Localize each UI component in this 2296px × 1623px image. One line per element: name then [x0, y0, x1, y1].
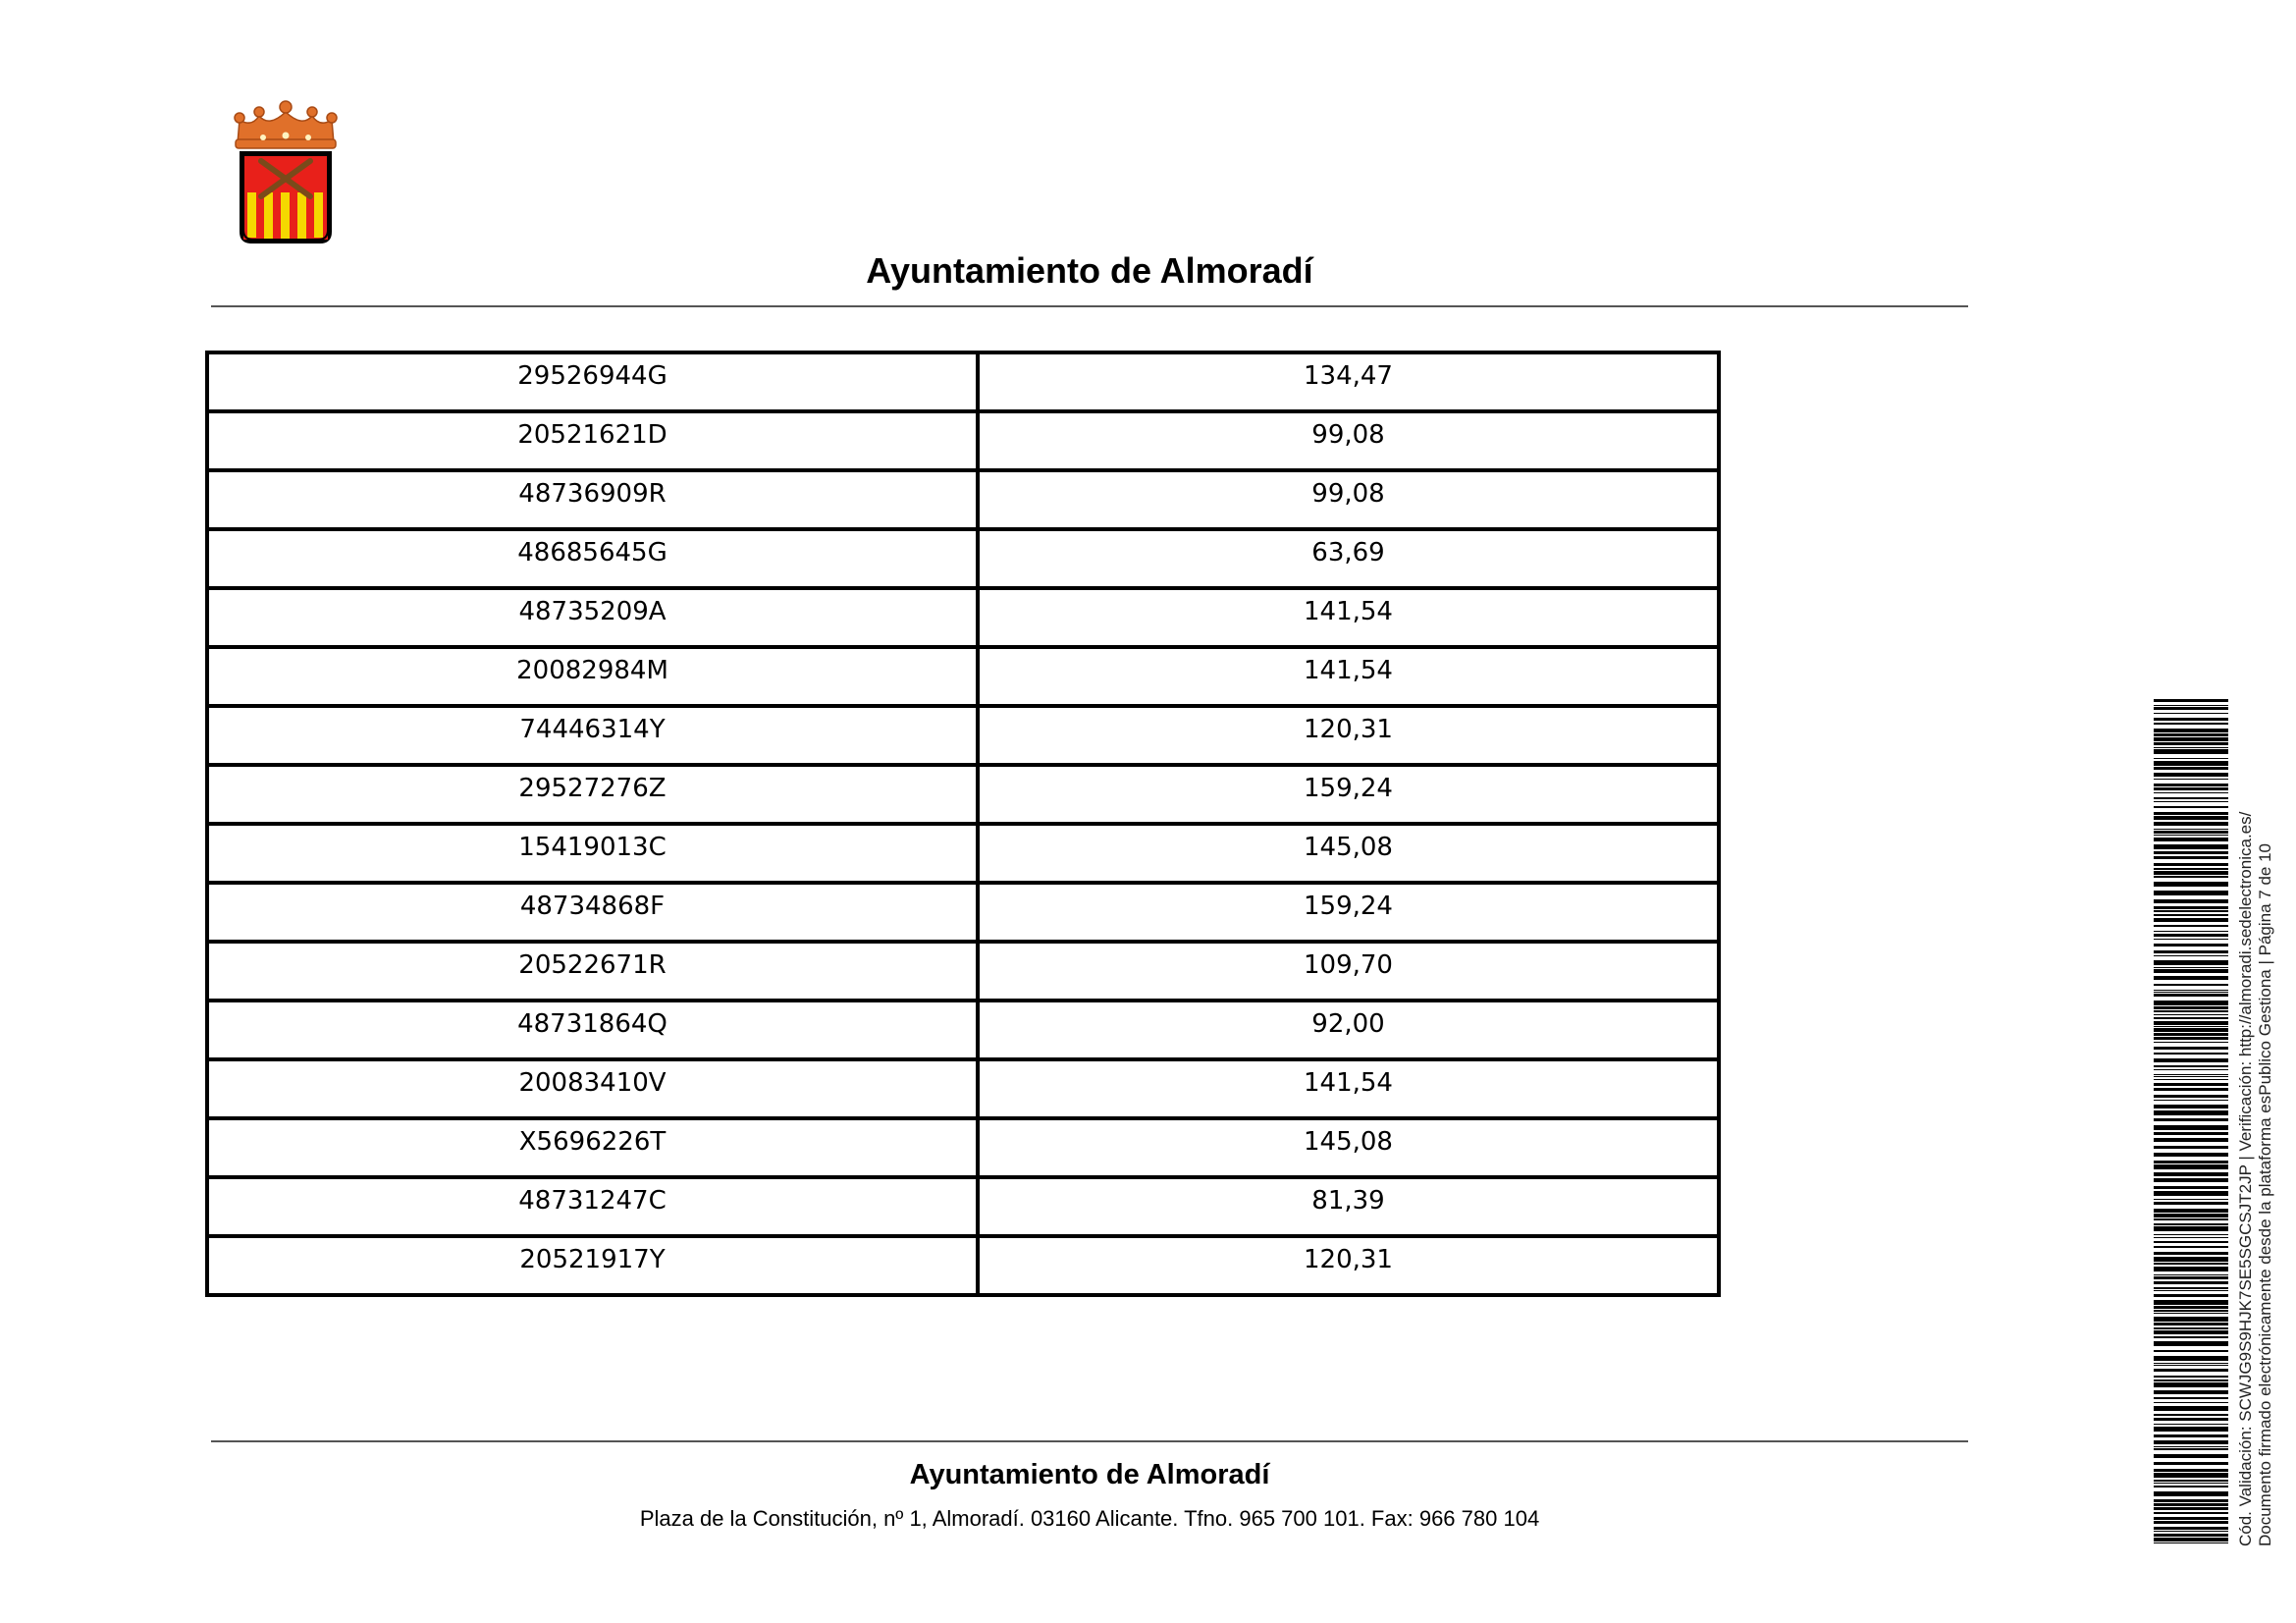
table-row — [207, 647, 1719, 706]
id-cell: 20082984M — [207, 647, 978, 706]
amount-cell: 120,31 — [978, 1236, 1719, 1295]
amount-cell: 134,47 — [978, 352, 1719, 411]
table-row — [207, 942, 1719, 1001]
municipal-crest-logo — [232, 98, 340, 247]
amount-cell: 120,31 — [978, 706, 1719, 765]
amount-cell: 99,08 — [978, 411, 1719, 470]
table-row — [207, 470, 1719, 529]
table-row — [207, 411, 1719, 470]
table-row — [207, 588, 1719, 647]
table-row — [207, 529, 1719, 588]
footer-title: Ayuntamiento de Almoradí — [909, 1459, 1270, 1490]
validation-barcode-icon — [2154, 699, 2228, 1543]
id-cell: 48735209A — [207, 588, 978, 647]
id-cell: 15419013C — [207, 824, 978, 883]
id-cell: 74446314Y — [207, 706, 978, 765]
table-row — [207, 1059, 1719, 1118]
amount-cell: 159,24 — [978, 765, 1719, 824]
page-header-title: Ayuntamiento de Almoradí — [866, 250, 1313, 291]
validation-code-line: Cód. Validación: SCWJG9S9HJK7SE5SGCSJT2JP | Verificación: http://almoradi.sedelectronica.es/ — [2236, 811, 2255, 1546]
id-cell: 48731864Q — [207, 1001, 978, 1059]
footer-divider — [211, 1440, 1968, 1442]
table-row — [207, 1236, 1719, 1295]
id-cell: 20083410V — [207, 1059, 978, 1118]
amount-cell: 63,69 — [978, 529, 1719, 588]
amount-cell: 92,00 — [978, 1001, 1719, 1059]
signature-notice-line: Documento firmado electrónicamente desde la plataforma esPublico Gestiona | Página 7 de 10 — [2256, 842, 2274, 1546]
table-row — [207, 1118, 1719, 1177]
amounts-table — [205, 351, 1721, 1297]
table-row — [207, 883, 1719, 942]
id-cell: 20521917Y — [207, 1236, 978, 1295]
table-row — [207, 824, 1719, 883]
amount-cell: 99,08 — [978, 470, 1719, 529]
amount-cell: 141,54 — [978, 1059, 1719, 1118]
amount-cell: 159,24 — [978, 883, 1719, 942]
amount-cell: 141,54 — [978, 588, 1719, 647]
id-cell: 48685645G — [207, 529, 978, 588]
amount-cell: 145,08 — [978, 1118, 1719, 1177]
id-cell: 29527276Z — [207, 765, 978, 824]
id-cell: 48736909R — [207, 470, 978, 529]
id-cell: 20522671R — [207, 942, 978, 1001]
id-cell: 48734868F — [207, 883, 978, 942]
table-row — [207, 765, 1719, 824]
table-row — [207, 352, 1719, 411]
amount-cell: 141,54 — [978, 647, 1719, 706]
footer-address: Plaza de la Constitución, nº 1, Almoradí. 03160 Alicante. Tfno. 965 700 101. Fax: 966 780 104 — [639, 1506, 1540, 1531]
amount-cell: 145,08 — [978, 824, 1719, 883]
id-cell: X5696226T — [207, 1118, 978, 1177]
amount-cell: 109,70 — [978, 942, 1719, 1001]
table-row — [207, 1001, 1719, 1059]
table-row — [207, 1177, 1719, 1236]
table-row — [207, 706, 1719, 765]
id-cell: 48731247C — [207, 1177, 978, 1236]
id-cell: 20521621D — [207, 411, 978, 470]
id-cell: 29526944G — [207, 352, 978, 411]
header-divider — [211, 305, 1968, 307]
amount-cell: 81,39 — [978, 1177, 1719, 1236]
